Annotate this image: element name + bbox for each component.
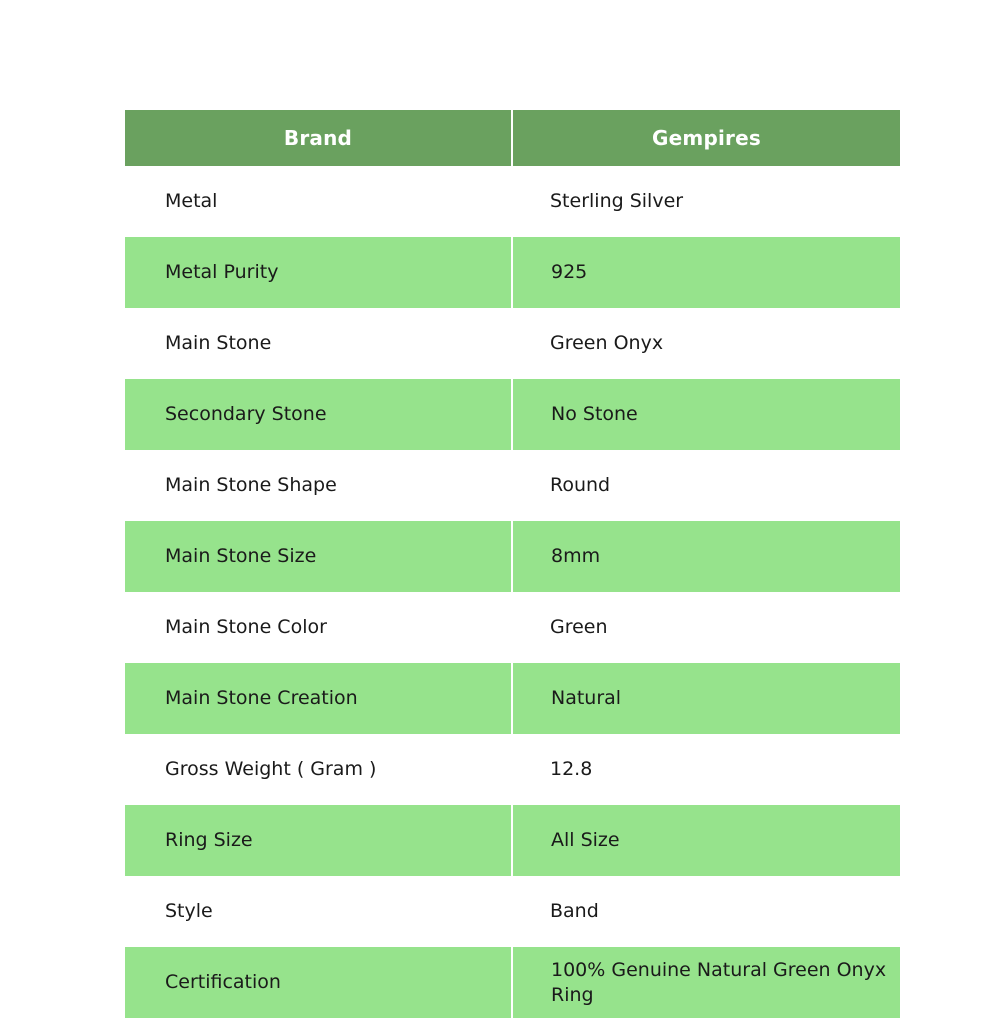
- row-value-certification: 100% Genuine Natural Green Onyx Ring: [512, 947, 900, 1018]
- row-label-gross-weight: Gross Weight ( Gram ): [125, 734, 512, 805]
- row-label-certification: Certification: [125, 947, 512, 1018]
- row-label-main-stone-creation: Main Stone Creation: [125, 663, 512, 734]
- row-value-ring-size: All Size: [512, 805, 900, 876]
- row-label-metal: Metal: [125, 166, 512, 237]
- table-row: [125, 379, 900, 450]
- table-row: [125, 166, 900, 237]
- table-row: [125, 734, 900, 805]
- table-row: [125, 521, 900, 592]
- row-value-gross-weight: 12.8: [512, 734, 900, 805]
- row-value-main-stone-creation: Natural: [512, 663, 900, 734]
- row-value-main-stone-color: Green: [512, 592, 900, 663]
- row-value-style: Band: [512, 876, 900, 947]
- table-header-gempires: Gempires: [512, 110, 900, 166]
- row-label-ring-size: Ring Size: [125, 805, 512, 876]
- table-row: [125, 592, 900, 663]
- table-header-row: [125, 110, 900, 166]
- row-value-main-stone: Green Onyx: [512, 308, 900, 379]
- row-label-metal-purity: Metal Purity: [125, 237, 512, 308]
- table-row: [125, 308, 900, 379]
- table-row: [125, 450, 900, 521]
- table-header: [125, 110, 900, 166]
- row-label-main-stone: Main Stone: [125, 308, 512, 379]
- table-row: [125, 237, 900, 308]
- row-label-main-stone-color: Main Stone Color: [125, 592, 512, 663]
- table-body: [125, 166, 900, 1018]
- row-label-secondary-stone: Secondary Stone: [125, 379, 512, 450]
- row-value-metal: Sterling Silver: [512, 166, 900, 237]
- row-value-main-stone-size: 8mm: [512, 521, 900, 592]
- row-label-style: Style: [125, 876, 512, 947]
- row-label-main-stone-shape: Main Stone Shape: [125, 450, 512, 521]
- product-specification-table: [125, 110, 900, 1018]
- table-header-brand: Brand: [125, 110, 512, 166]
- row-label-main-stone-size: Main Stone Size: [125, 521, 512, 592]
- row-value-secondary-stone: No Stone: [512, 379, 900, 450]
- table-row: [125, 947, 900, 1018]
- row-value-metal-purity: 925: [512, 237, 900, 308]
- table-row: [125, 663, 900, 734]
- table-row: [125, 876, 900, 947]
- table-row: [125, 805, 900, 876]
- row-value-main-stone-shape: Round: [512, 450, 900, 521]
